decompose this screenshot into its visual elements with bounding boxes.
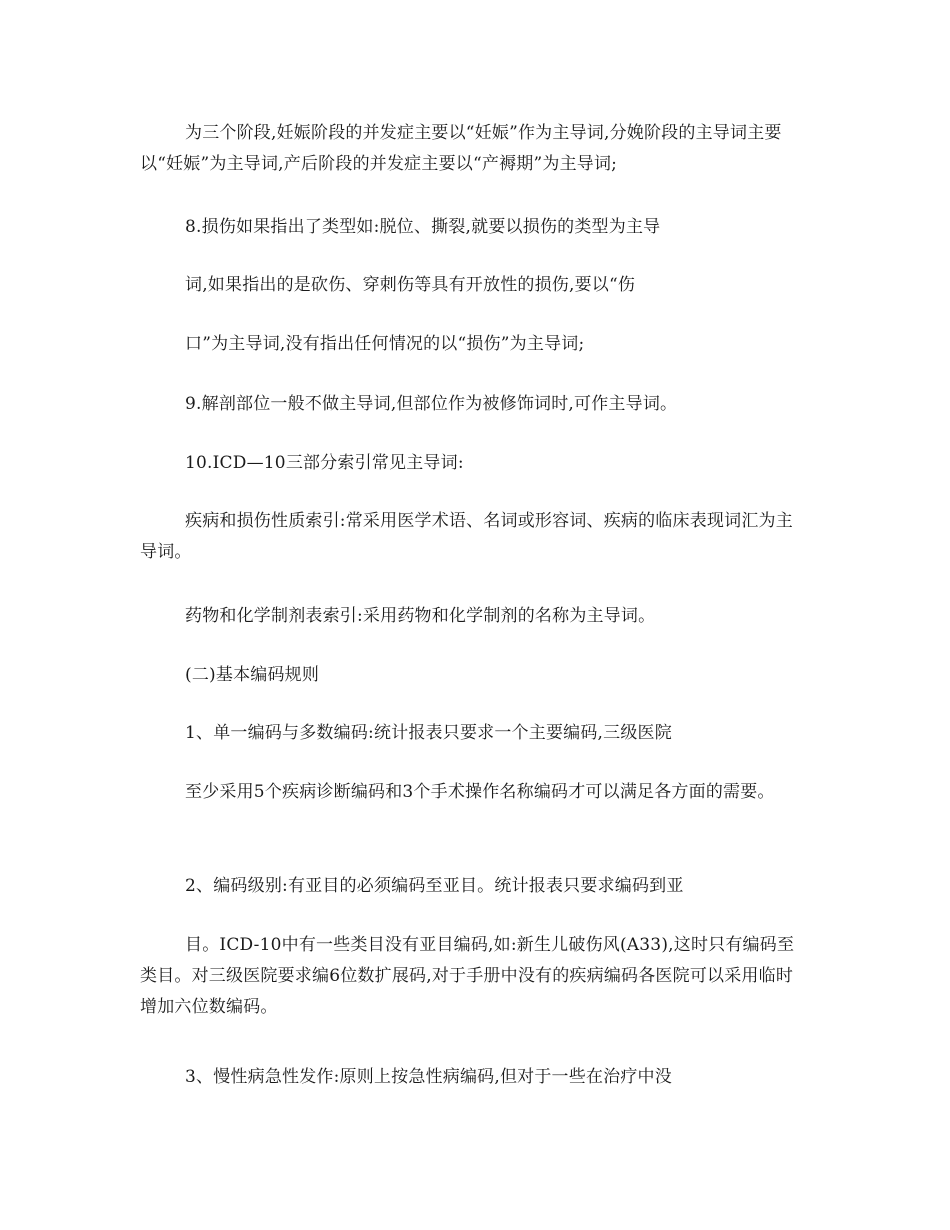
paragraph-12: 目。ICD-10中有一些类目没有亚目编码,如:新生儿破伤风(A33),这时只有编码至类目。对三级医院要求编6位数扩展码,对于手册中没有的疾病编码各医院可以采用临时增加六位数编码。 bbox=[140, 935, 795, 1017]
section-heading: (二)基本编码规则 bbox=[185, 665, 320, 685]
paragraph-11: 2、编码级别:有亚目的必须编码至亚目。统计报表只要求编码到亚 bbox=[185, 876, 684, 896]
paragraph-4: 口”为主导词,没有指出任何情况的以“损伤”为主导词; bbox=[185, 334, 585, 354]
paragraph-8: 药物和化学制剂表索引:采用药物和化学制剂的名称为主导词。 bbox=[185, 606, 656, 626]
paragraph-7: 疾病和损伤性质索引:常采用医学术语、名词或形容词、疾病的临床表现词汇为主导词。 bbox=[140, 511, 793, 562]
paragraph-5: 9.解剖部位一般不做主导词,但部位作为被修饰词时,可作主导词。 bbox=[185, 394, 678, 414]
paragraph-13: 3、慢性病急性发作:原则上按急性病编码,但对于一些在治疗中没 bbox=[185, 1067, 672, 1087]
paragraph-9: 1、单一编码与多数编码:统计报表只要求一个主要编码,三级医院 bbox=[185, 723, 672, 743]
paragraph-2: 8.损伤如果指出了类型如:脱位、撕裂,就要以损伤的类型为主导 bbox=[185, 217, 661, 237]
paragraph-6: 10.ICD—10三部分索引常见主导词: bbox=[185, 453, 464, 473]
paragraph-3: 词,如果指出的是砍伤、穿刺伤等具有开放性的损伤,要以“伤 bbox=[185, 275, 636, 295]
paragraph-10: 至少采用5个疾病诊断编码和3个手术操作名称编码才可以满足各方面的需要。 bbox=[185, 782, 775, 802]
paragraph-1: 为三个阶段,妊娠阶段的并发症主要以“妊娠”作为主导词,分娩阶段的主导词主要以“妊娠”为主导词,产后阶段的并发症主要以“产褥期”为主导词; bbox=[140, 123, 782, 174]
